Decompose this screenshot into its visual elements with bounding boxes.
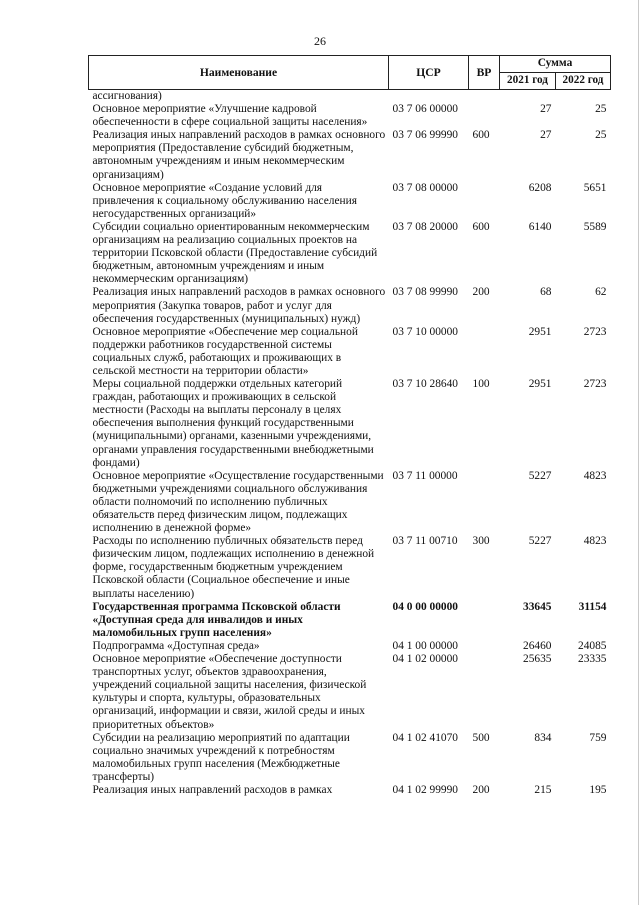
cell-csr (389, 90, 469, 104)
cell-sum-2021 (500, 90, 556, 104)
cell-vr (469, 90, 500, 104)
cell-csr: 04 1 02 41070 (392, 731, 458, 744)
cell-sum-2021: 5227 (528, 469, 552, 482)
cell-sum-2022: 5651 (583, 181, 607, 194)
cell-csr: 04 1 02 00000 (392, 653, 458, 666)
cell-sum-2021: 25635 (523, 653, 552, 666)
cell-csr: 03 7 08 00000 (392, 181, 458, 194)
cell-sum-2021: 215 (534, 783, 552, 796)
table-row (89, 470, 611, 535)
page-number: 26 (314, 34, 326, 48)
cell-vr: 200 (472, 783, 490, 796)
cell-csr: 03 7 08 99990 (392, 286, 458, 299)
table-row (89, 182, 611, 221)
cell-sum-2021: 2951 (528, 325, 552, 338)
table-row (89, 221, 611, 286)
cell-csr: 03 7 06 99990 (392, 129, 458, 142)
cell-sum-2022: 23335 (578, 653, 607, 666)
cell-name: Основное мероприятие «Обеспечение доступности транспортных услуг, объектов здравоохранения, учреждений социальной защиты населения, физической культуры и спорта, культуры, образовательных организаций, информации и связи, жилой среды и иных приоритетных объектов» (92, 653, 367, 731)
cell-vr (469, 601, 500, 640)
cell-sum-2021: 2951 (528, 378, 552, 391)
cell-sum-2021: 6140 (528, 220, 552, 233)
table-row (89, 129, 611, 181)
cell-vr: 600 (472, 129, 490, 142)
cell-csr: 03 7 08 20000 (392, 220, 458, 233)
cell-name: ассигнования) (92, 90, 162, 102)
cell-sum-2021: 6208 (528, 181, 552, 194)
cell-sum-2021: 33645 (523, 600, 552, 613)
cell-vr (469, 653, 500, 732)
cell-sum-2022: 2723 (583, 325, 607, 338)
cell-sum-2022: 4823 (583, 469, 607, 482)
cell-csr: 04 1 02 99990 (392, 783, 458, 796)
cell-name: Реализация иных направлений расходов в рамках основного мероприятия (Предоставление субсидий бюджетным, автономным учреждениям и иным некоммерческим организациям) (92, 129, 386, 181)
cell-csr: 04 0 00 00000 (392, 600, 458, 613)
cell-sum-2022: 25 (595, 103, 607, 116)
cell-name: Расходы по исполнению публичных обязательств перед физическим лицом, подлежащих исполнению в денежной форме, государственным бюджетным учреждением Псковской области (Социальное обеспечение и иные выплаты населению) (92, 535, 375, 600)
table-row (89, 784, 611, 797)
table-body (89, 90, 611, 798)
page-edge-line (638, 0, 639, 905)
cell-csr: 04 1 00 00000 (392, 639, 458, 652)
cell-sum-2022: 195 (589, 783, 607, 796)
cell-name: Реализация иных направлений расходов в рамках основного мероприятия (Закупка товаров, работ и услуг для обеспечения государственных (муниципальных) нужд) (92, 286, 386, 325)
cell-sum-2022: 24085 (578, 639, 607, 652)
header-year-2022: 2022 год (556, 73, 611, 90)
cell-sum-2021: 834 (534, 731, 552, 744)
table-row (89, 653, 611, 732)
cell-sum-2021: 68 (540, 286, 552, 299)
table-row (89, 326, 611, 378)
cell-name: Подпрограмма «Доступная среда» (92, 639, 260, 652)
cell-name: Реализация иных направлений расходов в рамках (92, 783, 333, 796)
cell-sum-2022 (556, 90, 611, 104)
cell-vr (469, 640, 500, 653)
cell-vr (469, 326, 500, 378)
table-row (89, 90, 611, 104)
cell-csr: 03 7 06 00000 (392, 103, 458, 116)
cell-name: Государственная программа Псковской области «Доступная среда для инвалидов и иных маломобильных групп населения» (92, 600, 341, 639)
header-name: Наименование (89, 56, 389, 90)
cell-name: Субсидии на реализацию мероприятий по адаптации социально значимых учреждений к потребностям маломобильных групп населения (Межбюджетные трансферты) (92, 731, 350, 783)
cell-sum-2022: 4823 (583, 535, 607, 548)
budget-table (88, 55, 611, 797)
cell-sum-2022: 5589 (583, 220, 607, 233)
cell-sum-2021: 27 (540, 103, 552, 116)
cell-name: Основное мероприятие «Обеспечение мер социальной поддержки работников государственной системы социальных служб, работающих и проживающих в сельской местности на территории области» (92, 325, 358, 377)
cell-vr: 600 (472, 220, 490, 233)
cell-name: Основное мероприятие «Улучшение кадровой обеспеченности в сфере социальной защиты населения» (92, 103, 368, 129)
header-vr: ВР (469, 56, 500, 90)
cell-sum-2022: 25 (595, 129, 607, 142)
cell-vr: 500 (472, 731, 490, 744)
cell-csr: 03 7 11 00710 (392, 535, 458, 548)
cell-name: Основное мероприятие «Создание условий для привлечения к социальному обслуживанию населения негосударственных организаций» (92, 181, 357, 220)
table-row (89, 601, 611, 640)
cell-sum-2022: 31154 (578, 600, 607, 613)
cell-vr (469, 103, 500, 129)
table-row (89, 535, 611, 600)
cell-name: Субсидии социально ориентированным некоммерческим организациям на реализацию социальных проектов на территории Псковской области (Предоставление субсидий бюджетным, автономным учреждениям и иным некоммерческим организациям) (92, 220, 378, 286)
table-row (89, 640, 611, 653)
cell-vr (469, 470, 500, 535)
header-sum: Сумма (500, 56, 611, 73)
table-header (89, 56, 611, 90)
cell-vr: 100 (472, 378, 490, 391)
cell-vr: 300 (472, 535, 490, 548)
cell-csr: 03 7 10 28640 (392, 378, 458, 391)
cell-vr: 200 (472, 286, 490, 299)
cell-sum-2021: 26460 (523, 639, 552, 652)
table-row (89, 378, 611, 470)
header-year-2021: 2021 год (500, 73, 556, 90)
table-row (89, 286, 611, 325)
cell-sum-2021: 5227 (528, 535, 552, 548)
cell-vr (469, 182, 500, 221)
cell-csr: 03 7 11 00000 (392, 469, 458, 482)
cell-sum-2022: 62 (595, 286, 607, 299)
cell-name: Меры социальной поддержки отдельных категорий граждан, работающих и проживающих в сельской местности (Расходы на выплаты персоналу в целях обеспечения выполнения функций государственными (муниципальными) органами, казенными учреждениями, органами управления государственными внебюджетными фондами) (92, 378, 374, 469)
table-row (89, 103, 611, 129)
cell-sum-2022: 759 (589, 731, 607, 744)
table-row (89, 732, 611, 784)
cell-sum-2022: 2723 (583, 378, 607, 391)
cell-name: Основное мероприятие «Осуществление государственными бюджетными учреждениями социального обслуживания области полномочий по исполнению публичных обязательств перед физическим лицом, подлежащих исполнению в денежной форме» (92, 469, 384, 535)
cell-csr: 03 7 10 00000 (392, 325, 458, 338)
header-csr: ЦСР (389, 56, 469, 90)
cell-sum-2021: 27 (540, 129, 552, 142)
